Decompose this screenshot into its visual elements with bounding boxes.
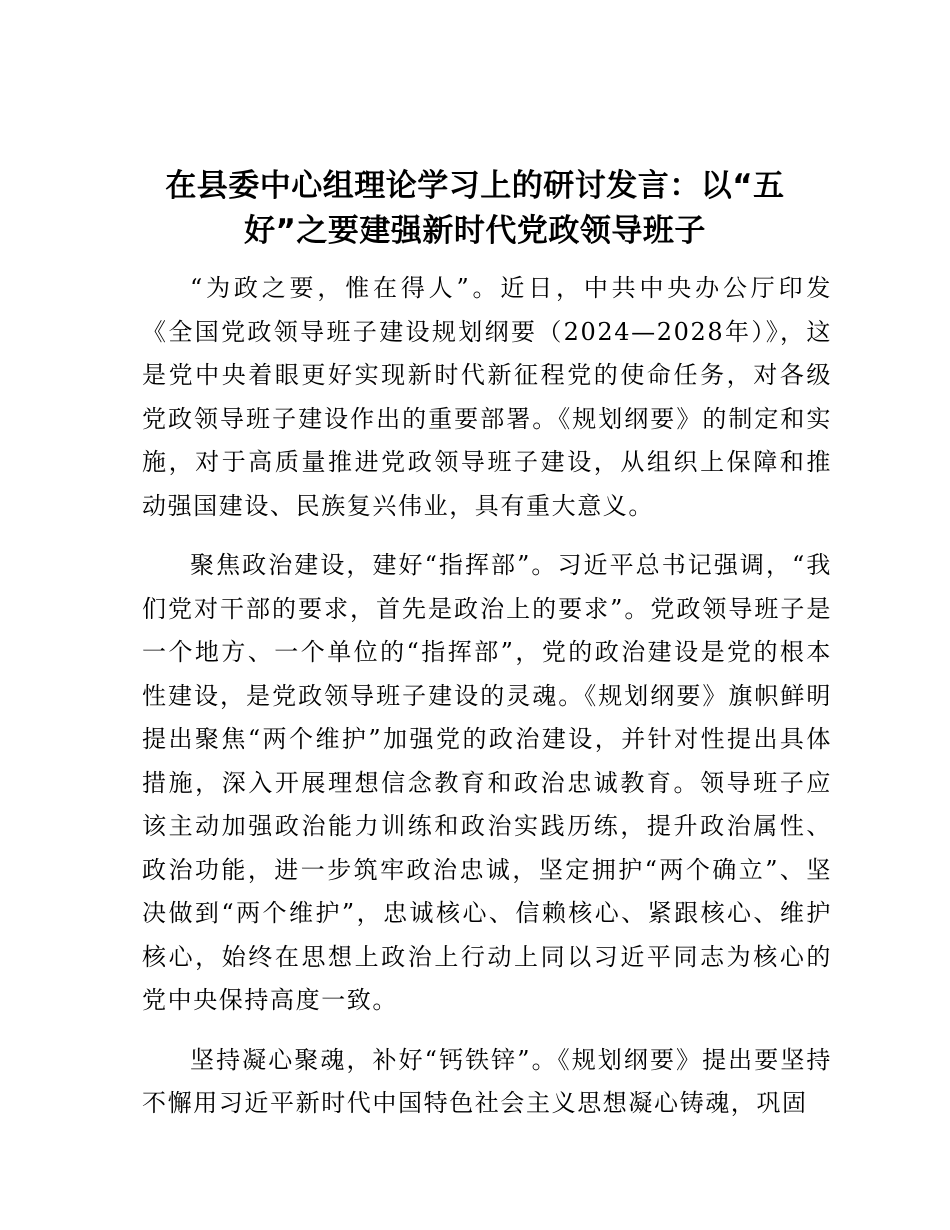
title-line-2: 好”之要建强新时代党政领导班子 [244, 213, 706, 249]
paragraph-intro: “为政之要，惟在得人”。近日，中共中央办公厅印发《全国党政领导班子建设规划纲要（2024—2028年）》，这是党中央着眼更好实现新时代新征程党的使命任务，对各级党政领导班子建设作出的重要部署。《规划纲要》的制定和实施，对于高质量推进党政领导班子建设，从组织上保障和推动强国建设、民族复兴伟业，具有重大意义。 [142, 274, 832, 520]
document-title [130, 164, 820, 254]
paragraph-political-building: 聚焦政治建设，建好“指挥部”。习近平总书记强调，“我们党对干部的要求，首先是政治上的要求”。党政领导班子是一个地方、一个单位的“指挥部”，党的政治建设是党的根本性建设，是党政领导班子建设的灵魂。《规划纲要》旗帜鲜明提出聚焦“两个维护”加强党的政治建设，并针对性提出具体措施，深入开展理想信念教育和政治忠诚教育。领导班子应该主动加强政治能力训练和政治实践历练，提升政治属性、政治功能，进一步筑牢政治忠诚，坚定拥护“两个确立”、坚决做到“两个维护”，忠诚核心、信赖核心、紧跟核心、维护核心，始终在思想上政治上行动上同以习近平同志为核心的党中央保持高度一致。 [142, 551, 832, 1014]
title-line-1: 在县委中心组理论学习上的研讨发言：以“五 [165, 168, 785, 204]
paragraph-ideological-building: 坚持凝心聚魂，补好“钙铁锌”。《规划纲要》提出要坚持不懈用习近平新时代中国特色社会主义思想凝心铸魂，巩固 [142, 1045, 832, 1117]
document-body [142, 267, 832, 1142]
